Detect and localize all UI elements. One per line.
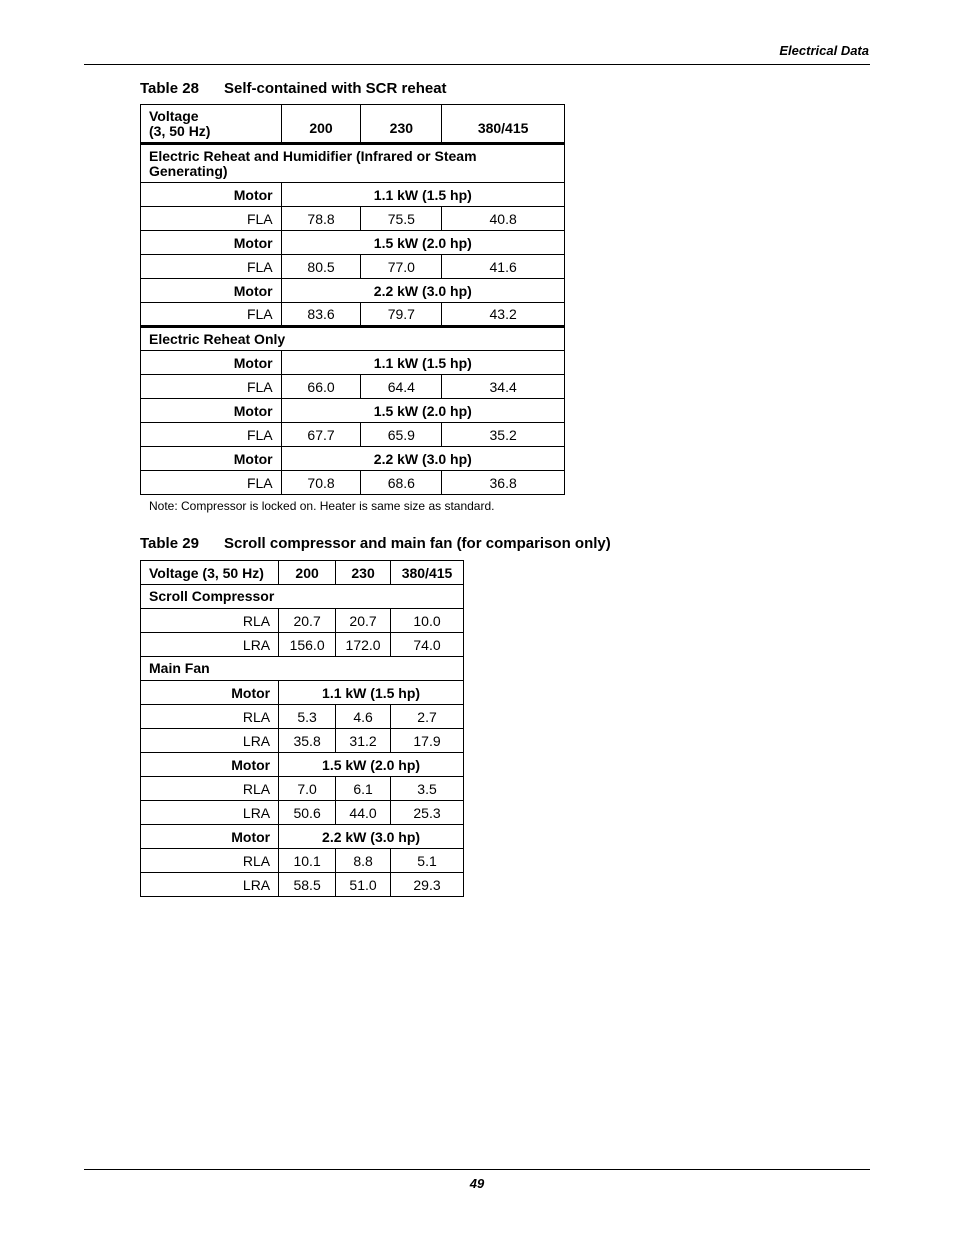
table-row bbox=[141, 633, 464, 657]
cell-value: 172.0 bbox=[336, 633, 391, 657]
voltage-column-3: 380/415 bbox=[391, 561, 464, 585]
section-row bbox=[141, 327, 565, 351]
table-28-caption bbox=[140, 80, 447, 97]
table-row bbox=[141, 207, 565, 231]
cell-value: 17.9 bbox=[391, 729, 464, 753]
table-row bbox=[141, 303, 565, 327]
motor-row bbox=[141, 753, 464, 777]
motor-label: Motor bbox=[141, 753, 279, 777]
motor-rating: 1.5 kW (2.0 hp) bbox=[279, 753, 464, 777]
row-label: RLA bbox=[141, 609, 279, 633]
header-row bbox=[141, 105, 565, 144]
cell-value: 43.2 bbox=[442, 303, 565, 327]
table-28 bbox=[140, 104, 565, 495]
cell-value: 44.0 bbox=[336, 801, 391, 825]
table-row bbox=[141, 801, 464, 825]
cell-value: 4.6 bbox=[336, 705, 391, 729]
section-row bbox=[141, 144, 565, 183]
voltage-column-1: 200 bbox=[281, 105, 361, 144]
row-label: FLA bbox=[141, 255, 282, 279]
section-title: Scroll Compressor bbox=[141, 585, 464, 609]
section-title: Electric Reheat Only bbox=[141, 327, 565, 351]
row-label: LRA bbox=[141, 873, 279, 897]
motor-label: Motor bbox=[141, 231, 282, 255]
cell-value: 70.8 bbox=[281, 471, 361, 495]
table-row bbox=[141, 375, 565, 399]
motor-label: Motor bbox=[141, 825, 279, 849]
cell-value: 75.5 bbox=[361, 207, 442, 231]
table-28-note: Note: Compressor is locked on. Heater is same size as standard. bbox=[149, 499, 495, 513]
cell-value: 20.7 bbox=[336, 609, 391, 633]
cell-value: 10.1 bbox=[279, 849, 336, 873]
cell-value: 25.3 bbox=[391, 801, 464, 825]
motor-rating: 2.2 kW (3.0 hp) bbox=[281, 279, 564, 303]
cell-value: 31.2 bbox=[336, 729, 391, 753]
cell-value: 66.0 bbox=[281, 375, 361, 399]
table-row bbox=[141, 255, 565, 279]
cell-value: 51.0 bbox=[336, 873, 391, 897]
table-row bbox=[141, 729, 464, 753]
cell-value: 40.8 bbox=[442, 207, 565, 231]
cell-value: 64.4 bbox=[361, 375, 442, 399]
row-label: RLA bbox=[141, 777, 279, 801]
voltage-column-2: 230 bbox=[361, 105, 442, 144]
cell-value: 2.7 bbox=[391, 705, 464, 729]
cell-value: 74.0 bbox=[391, 633, 464, 657]
cell-value: 20.7 bbox=[279, 609, 336, 633]
row-label: FLA bbox=[141, 207, 282, 231]
motor-rating: 1.1 kW (1.5 hp) bbox=[281, 183, 564, 207]
running-header: Electrical Data bbox=[779, 43, 869, 58]
cell-value: 34.4 bbox=[442, 375, 565, 399]
table-29 bbox=[140, 560, 464, 897]
table-row bbox=[141, 423, 565, 447]
motor-row bbox=[141, 231, 565, 255]
table-28-number: Table 28 bbox=[140, 80, 199, 97]
motor-rating: 1.1 kW (1.5 hp) bbox=[279, 681, 464, 705]
voltage-column-3: 380/415 bbox=[442, 105, 565, 144]
table-row bbox=[141, 777, 464, 801]
section-title: Main Fan bbox=[141, 657, 464, 681]
motor-rating: 2.2 kW (3.0 hp) bbox=[279, 825, 464, 849]
table-row bbox=[141, 873, 464, 897]
motor-rating: 1.5 kW (2.0 hp) bbox=[281, 231, 564, 255]
motor-row bbox=[141, 351, 565, 375]
cell-value: 67.7 bbox=[281, 423, 361, 447]
cell-value: 58.5 bbox=[279, 873, 336, 897]
cell-value: 35.8 bbox=[279, 729, 336, 753]
row-label: FLA bbox=[141, 375, 282, 399]
section-title: Electric Reheat and Humidifier (Infrared or Steam Generating) bbox=[141, 144, 565, 183]
cell-value: 78.8 bbox=[281, 207, 361, 231]
cell-value: 6.1 bbox=[336, 777, 391, 801]
header-rule bbox=[84, 64, 870, 65]
cell-value: 65.9 bbox=[361, 423, 442, 447]
page-number: 49 bbox=[469, 1176, 485, 1191]
table-28-body bbox=[141, 105, 565, 495]
motor-label: Motor bbox=[141, 399, 282, 423]
cell-value: 41.6 bbox=[442, 255, 565, 279]
cell-value: 35.2 bbox=[442, 423, 565, 447]
motor-label: Motor bbox=[141, 351, 282, 375]
table-row bbox=[141, 849, 464, 873]
footer-rule bbox=[84, 1169, 870, 1170]
row-label: LRA bbox=[141, 729, 279, 753]
row-label: LRA bbox=[141, 633, 279, 657]
voltage-column-header: Voltage (3, 50 Hz) bbox=[141, 561, 279, 585]
motor-label: Motor bbox=[141, 681, 279, 705]
motor-row bbox=[141, 825, 464, 849]
cell-value: 7.0 bbox=[279, 777, 336, 801]
section-row bbox=[141, 585, 464, 609]
cell-value: 36.8 bbox=[442, 471, 565, 495]
row-label: LRA bbox=[141, 801, 279, 825]
voltage-column-2: 230 bbox=[336, 561, 391, 585]
table-28-title: Self-contained with SCR reheat bbox=[224, 80, 447, 97]
motor-label: Motor bbox=[141, 279, 282, 303]
motor-row bbox=[141, 279, 565, 303]
header-row bbox=[141, 561, 464, 585]
cell-value: 3.5 bbox=[391, 777, 464, 801]
table-row bbox=[141, 609, 464, 633]
table-29-number: Table 29 bbox=[140, 535, 199, 552]
cell-value: 83.6 bbox=[281, 303, 361, 327]
row-label: FLA bbox=[141, 303, 282, 327]
cell-value: 50.6 bbox=[279, 801, 336, 825]
row-label: RLA bbox=[141, 849, 279, 873]
voltage-column-header: Voltage (3, 50 Hz) bbox=[141, 105, 282, 144]
section-row bbox=[141, 657, 464, 681]
cell-value: 8.8 bbox=[336, 849, 391, 873]
row-label: FLA bbox=[141, 471, 282, 495]
voltage-column-1: 200 bbox=[279, 561, 336, 585]
motor-label: Motor bbox=[141, 447, 282, 471]
motor-label: Motor bbox=[141, 183, 282, 207]
motor-rating: 1.5 kW (2.0 hp) bbox=[281, 399, 564, 423]
cell-value: 68.6 bbox=[361, 471, 442, 495]
motor-row bbox=[141, 399, 565, 423]
cell-value: 29.3 bbox=[391, 873, 464, 897]
cell-value: 80.5 bbox=[281, 255, 361, 279]
motor-rating: 2.2 kW (3.0 hp) bbox=[281, 447, 564, 471]
motor-row bbox=[141, 447, 565, 471]
table-row bbox=[141, 705, 464, 729]
cell-value: 77.0 bbox=[361, 255, 442, 279]
cell-value: 156.0 bbox=[279, 633, 336, 657]
cell-value: 10.0 bbox=[391, 609, 464, 633]
cell-value: 5.3 bbox=[279, 705, 336, 729]
table-row bbox=[141, 471, 565, 495]
motor-rating: 1.1 kW (1.5 hp) bbox=[281, 351, 564, 375]
table-29-caption bbox=[140, 535, 611, 552]
row-label: FLA bbox=[141, 423, 282, 447]
table-29-title: Scroll compressor and main fan (for comparison only) bbox=[224, 535, 611, 552]
cell-value: 5.1 bbox=[391, 849, 464, 873]
motor-row bbox=[141, 681, 464, 705]
motor-row bbox=[141, 183, 565, 207]
table-29-body bbox=[141, 561, 464, 897]
row-label: RLA bbox=[141, 705, 279, 729]
cell-value: 79.7 bbox=[361, 303, 442, 327]
